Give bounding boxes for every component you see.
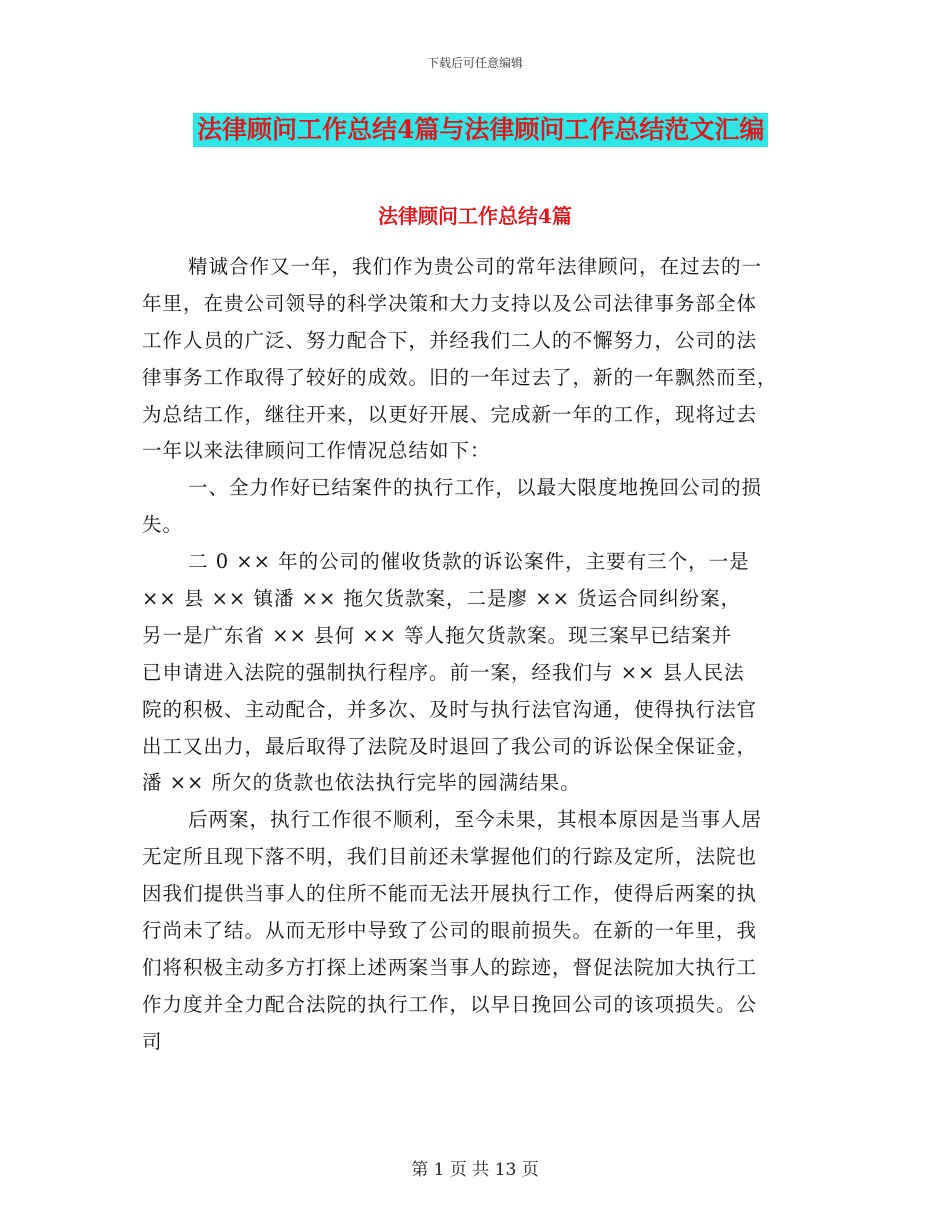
paragraph-line: 后两案，执行工作很不顺利，至今未果，其根本原因是当事人居: [188, 808, 763, 832]
section-title: 法律顾问工作总结4篇: [378, 204, 572, 228]
paragraph-line: 另一是广东省 ×× 县何 ×× 等人拖欠货款案。现三案早已结案并: [142, 623, 733, 647]
paragraph-line: 律事务工作取得了较好的成效。旧的一年过去了，新的一年飘然而至，: [142, 365, 778, 389]
paragraph-line: 们将积极主动多方打探上述两案当事人的踪迹，督促法院加大执行工: [142, 955, 758, 979]
paragraph-line: 年里，在贵公司领导的科学决策和大力支持以及公司法律事务部全体: [142, 291, 758, 315]
paragraph-line: 院的积极、主动配合，并多次、及时与执行法官沟通，使得执行法官: [142, 697, 758, 721]
paragraph-line: 失。: [142, 513, 184, 537]
paragraph-line: 二 0 ×× 年的公司的催收货款的诉讼案件，主要有三个，一是: [188, 550, 750, 574]
body-text: [142, 249, 814, 1061]
paragraph-line: 作力度并全力配合法院的执行工作，以早日挽回公司的该项损失。公: [142, 992, 758, 1016]
paragraph-line: 精诚合作又一年，我们作为贵公司的常年法律顾问，在过去的一: [188, 255, 763, 278]
page-footer: 第 1 页 共 13 页: [411, 1160, 539, 1180]
paragraph-line: 一年以来法律顾问工作情况总结如下：: [142, 439, 491, 463]
paragraph-line: 无定所且现下落不明，我们目前还未掌握他们的行踪及定所，法院也: [142, 845, 758, 869]
paragraph-line: 因我们提供当事人的住所不能而无法开展执行工作，使得后两案的执: [142, 882, 758, 906]
page-header-note: 下载后可任意编辑: [426, 56, 523, 70]
document-main-title: 法律顾问工作总结4篇与法律顾问工作总结范文汇编: [193, 113, 768, 147]
paragraph-line: 一、全力作好已结案件的执行工作，以最大限度地挽回公司的损: [188, 476, 763, 500]
paragraph-line: 潘 ×× 所欠的货款也依法执行完毕的园满结果。: [142, 771, 581, 795]
paragraph-line: 出工又出力，最后取得了法院及时退回了我公司的诉讼保全保证金，: [142, 734, 758, 758]
paragraph-line: 行尚未了结。从而无形中导致了公司的眼前损失。在新的一年里，我: [142, 919, 758, 943]
paragraph-line: 为总结工作，继往开来，以更好开展、完成新一年的工作，现将过去: [142, 402, 758, 426]
paragraph-line: ×× 县 ×× 镇潘 ×× 拖欠货款案，二是廖 ×× 货运合同纠纷案，: [142, 587, 742, 611]
paragraph-line: 已申请进入法院的强制执行程序。前一案，经我们与 ×× 县人民法: [142, 660, 745, 684]
paragraph-line: 司: [142, 1029, 163, 1053]
paragraph-line: 工作人员的广泛、努力配合下，并经我们二人的不懈努力，公司的法: [142, 328, 758, 352]
